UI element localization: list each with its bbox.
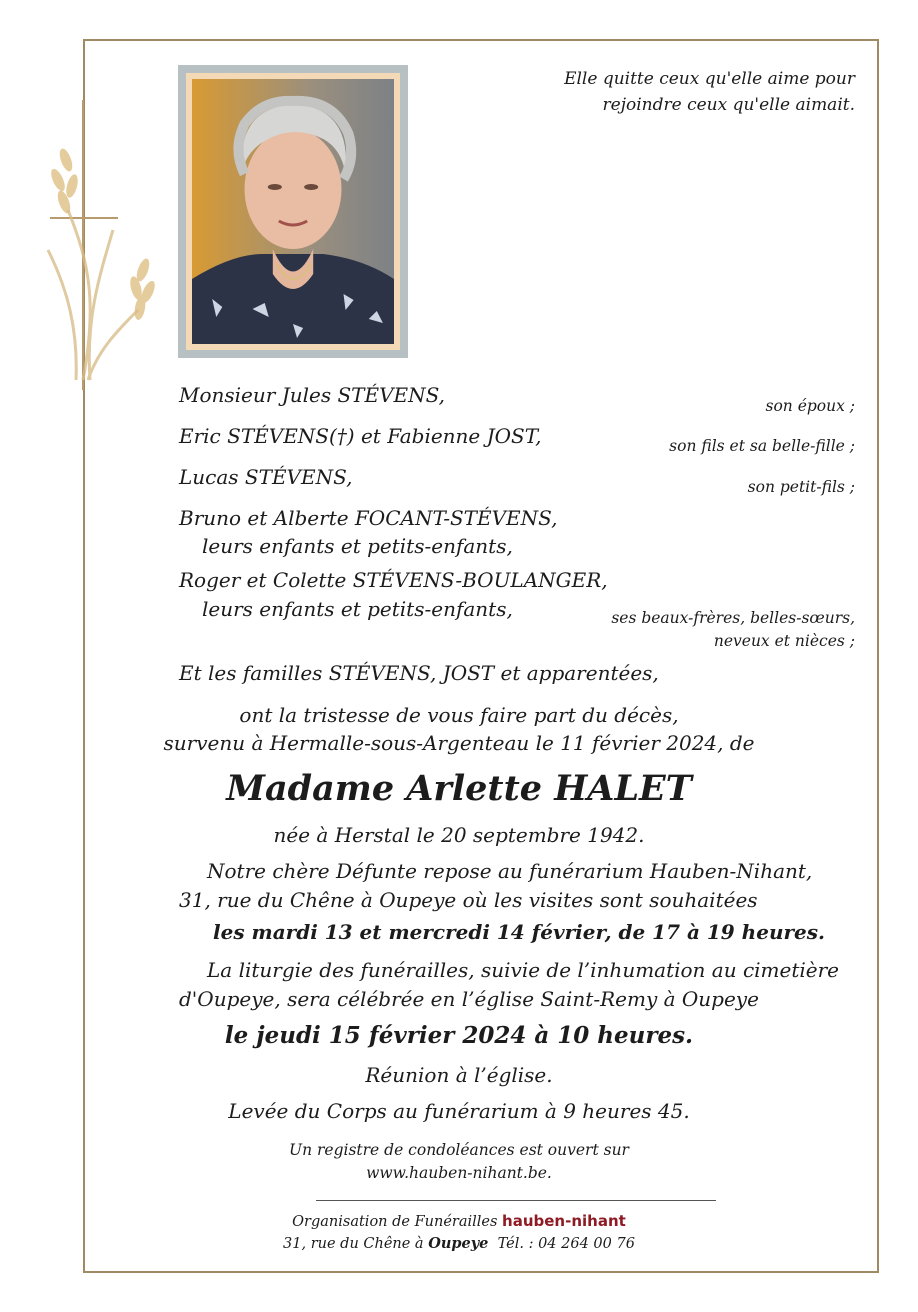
- epigraph: [564, 66, 855, 118]
- funeral-line-2: d'Oupeye, sera célébrée en l’église Saint-Remy à Oupeye: [179, 987, 759, 1011]
- deceased-name: Madame Arlette HALET: [226, 768, 692, 809]
- condolences-url[interactable]: www.hauben-nihant.be.: [366, 1164, 552, 1182]
- family-member-3: Lucas STÉVENS,: [179, 465, 353, 489]
- cross-wheat-icon: [28, 100, 163, 390]
- family-member-4: Bruno et Alberte FOCANT-STÉVENS,: [179, 506, 558, 530]
- visitation-line-2: 31, rue du Chêne à Oupeye où les visites sont souhaitées: [179, 888, 758, 912]
- visitation-line-1: Notre chère Défunte repose au funérarium Hauben-Nihant,: [207, 859, 813, 883]
- family-member-2: Eric STÉVENS(†) et Fabienne JOST,: [179, 424, 542, 448]
- epigraph-line-1: Elle quitte ceux qu'elle aime pour: [564, 69, 855, 89]
- footer-organisation: [0, 1212, 918, 1230]
- family-member-5-descendants: leurs enfants et petits-enfants,: [202, 597, 513, 621]
- epigraph-line-2: rejoindre ceux qu'elle aimait.: [602, 95, 855, 115]
- family-member-5: Roger et Colette STÉVENS-BOULANGER,: [179, 568, 608, 592]
- announcement-line-2: survenu à Hermalle-sous-Argenteau le 11 février 2024, de: [163, 731, 755, 755]
- funeral-meeting: Réunion à l’église.: [365, 1063, 553, 1087]
- families-line: Et les familles STÉVENS, JOST et apparentées,: [179, 661, 659, 685]
- condolences-line-1: Un registre de condoléances est ouvert sur: [289, 1141, 629, 1159]
- birth-info: née à Herstal le 20 septembre 1942.: [273, 823, 645, 847]
- brand-logo: hauben-nihant: [502, 1212, 626, 1230]
- family-relation-1: son époux ;: [765, 397, 855, 415]
- announcement-line-1: ont la tristesse de vous faire part du décès,: [239, 703, 679, 727]
- footer-address-prefix: 31, rue du Chêne à: [283, 1236, 424, 1252]
- footer-address: [0, 1235, 918, 1252]
- footer-city: Oupeye: [428, 1235, 489, 1252]
- family-member-4-descendants: leurs enfants et petits-enfants,: [202, 534, 513, 558]
- footer-phone: Tél. : 04 264 00 76: [497, 1236, 635, 1252]
- family-relation-3: son petit-fils ;: [747, 478, 855, 496]
- footer-divider: [316, 1200, 716, 1201]
- family-relation-2: son fils et sa belle-fille ;: [669, 437, 855, 455]
- family-member-1: Monsieur Jules STÉVENS,: [179, 383, 445, 407]
- funeral-date: le jeudi 15 février 2024 à 10 heures.: [224, 1022, 694, 1049]
- portrait-frame: [178, 65, 408, 358]
- visitation-times: les mardi 13 et mercredi 14 février, de 17 à 19 heures.: [213, 920, 825, 944]
- funeral-departure: Levée du Corps au funérarium à 9 heures 45.: [228, 1099, 690, 1123]
- portrait-photo: [192, 79, 394, 344]
- funeral-line-1: La liturgie des funérailles, suivie de l’inhumation au cimetière: [207, 958, 840, 982]
- in-laws-relation-line-1: ses beaux-frères, belles-sœurs,: [611, 609, 855, 627]
- footer-org-label: Organisation de Funérailles: [292, 1214, 498, 1230]
- in-laws-relation-line-2: neveux et nièces ;: [713, 632, 855, 650]
